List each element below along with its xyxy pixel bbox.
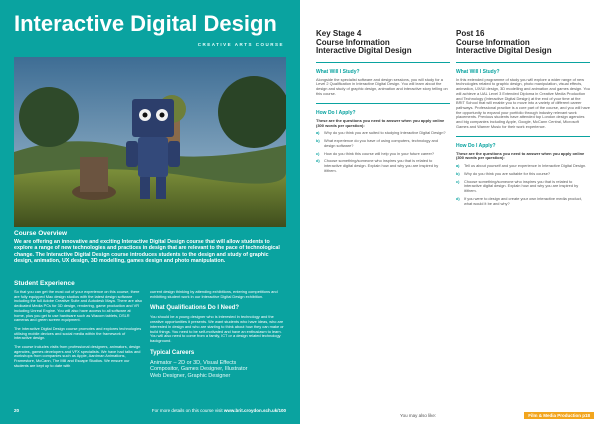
question-letter: a) bbox=[456, 163, 460, 169]
ks4-apply-heading: How Do I Apply? bbox=[316, 109, 356, 116]
student-experience-paragraph: The Interactive Digital Design course promotes and explores technologies utilising mobile devices and social media within the framework of interactive design. bbox=[14, 325, 142, 341]
list-item bbox=[456, 180, 590, 194]
list-item bbox=[456, 172, 590, 177]
careers-item: Web Designer, Graphic Designer bbox=[150, 372, 231, 379]
footer-details bbox=[152, 408, 286, 413]
question-text: What experience do you have of using computers, technology and design software? bbox=[324, 138, 438, 148]
question-letter: c) bbox=[456, 178, 460, 184]
ks4-title-line: Course Information bbox=[316, 37, 390, 47]
divider bbox=[316, 103, 450, 104]
right-footer bbox=[300, 412, 600, 419]
page-title: Interactive Digital Design bbox=[14, 11, 277, 36]
post16-apply-heading: How Do I Apply? bbox=[456, 142, 496, 149]
careers-item: Compositor, Games Designer, Illustrator bbox=[150, 366, 248, 373]
question-letter: d) bbox=[316, 158, 320, 164]
question-letter: c) bbox=[316, 150, 320, 156]
post16-title-line: Post 16 bbox=[456, 29, 485, 38]
divider bbox=[456, 62, 590, 63]
page-number: 20 bbox=[14, 408, 20, 413]
ks4-study-text: Alongside the specialist software and design sessions, you will study for a Level 2 Qualification in Interactive Digital Design. You will learn about the design and study of graphic design, animation and interactive story telling on this course. bbox=[316, 76, 448, 96]
post16-study-text: In this extended programme of study you will explore a wider range of new technologies related to graphic design, photo manipulation, visual effects, animation, UX/UI design, 3D modelling and animation and games design. You will achieve a UAL Level 3 Extended Diploma in Creative Media Production and Technology (Interactive Digital Design) at the end of your time at the BRIT School that will enable you to move into a variety of different career pathways. Professional practice is a core part of the course, and you will have the opportunity to expand your portfolio through industry relevant work placements. Previous students have attended top London design agencies and big companies including Apple, Google, McCann Central, Microsoft Games and Warner Music for their work experience. bbox=[456, 76, 590, 129]
list-item bbox=[316, 139, 450, 148]
also-like-label: You may also like: bbox=[400, 413, 437, 418]
ks4-column bbox=[316, 30, 450, 176]
careers-item: Animator – 2D or 3D, Visual Effects bbox=[150, 359, 237, 366]
list-item bbox=[456, 197, 590, 206]
list-item bbox=[316, 159, 450, 173]
hero-photo bbox=[14, 57, 286, 227]
right-text-column bbox=[150, 290, 286, 379]
robot-scene-illustration bbox=[14, 57, 286, 227]
student-experience-column bbox=[14, 290, 142, 373]
question-text: If you were to design and create your own interactive media product, what would it be and why? bbox=[464, 195, 582, 206]
question-text: Choose something/someone who inspires you that is related to interactive digital design. Explain how and why you are inspired by it/them. bbox=[324, 158, 439, 173]
post16-question-list bbox=[456, 164, 590, 206]
question-letter: b) bbox=[316, 138, 320, 144]
overview-heading: Course Overview bbox=[14, 230, 68, 237]
question-text: How do you think this course will help you in your future career? bbox=[324, 150, 435, 156]
question-text: Tell us about yourself and your experience in Interactive Digital Design. bbox=[464, 163, 587, 169]
qualifications-heading: What Qualifications Do I Need? bbox=[150, 305, 240, 312]
student-experience-paragraph: So that you can get the most out of your experience on this course, there are fully equipped Mac design studios with the latest design software including the full Adobe Creative Suite and Autodesk Maya. There are also dedicated Media PCs for 3D design, rendering, game production and VR including Unreal Engine. You will also have access to all software at home, plus you get to use hardware such as Wacom tablets, DSLR cameras and green screen equipment. bbox=[14, 289, 142, 323]
list-item bbox=[316, 152, 450, 157]
question-letter: d) bbox=[456, 195, 460, 201]
right-page bbox=[300, 0, 600, 424]
post16-study-heading: What Will I Study? bbox=[456, 68, 500, 75]
footer-text: For more details on this course visit bbox=[151, 408, 223, 413]
ks4-title-line: Key Stage 4 bbox=[316, 29, 362, 38]
student-experience-continuation: current design thinking by attending exhibitions, entering competitions and exhibiting student work in our Interactive Digital Design exhibition. bbox=[150, 289, 278, 299]
ks4-study-heading: What Will I Study? bbox=[316, 68, 360, 75]
qualifications-text: You should be a young designer who is interested in technology and the creative opportunities it presents. We want students who have ideas, who are interested in design and who are starting to think about how they can make or build things. You need to be self-motivated and have an enthusiasm to learn. You will also need to come from a family, ICT or a design related technology background. bbox=[150, 314, 284, 343]
list-item bbox=[316, 131, 450, 136]
footer-url-link[interactable]: www.brit.croydon.sch.uk/100 bbox=[223, 408, 286, 413]
related-course-link[interactable]: Film & Media Production p18 bbox=[524, 412, 594, 419]
question-letter: a) bbox=[316, 130, 320, 136]
question-text: Why do you think you are suitable for this course? bbox=[464, 171, 551, 177]
careers-heading: Typical Careers bbox=[150, 349, 195, 356]
post16-title-line: Course Information bbox=[456, 37, 530, 47]
student-experience-paragraph: The course includes visits from professional designers, animators, design agencies, games developers and VFX specialists. We have had talks and workshops from companies such as Apple, Aardman Animations, Framestore, McCann, The Mill and Escape Studios. We ensure our students are kept up to date with bbox=[14, 344, 141, 368]
question-letter: b) bbox=[456, 171, 460, 177]
question-text: Why do you think you are suited to studying Interactive Digital Design? bbox=[324, 130, 446, 136]
left-footer bbox=[14, 408, 286, 413]
course-tag: CREATIVE ARTS COURSE bbox=[197, 42, 284, 47]
ks4-apply-intro: These are the questions you need to answer when you apply online (300 words per question): bbox=[316, 117, 445, 128]
post16-column bbox=[456, 30, 590, 209]
ks4-title-line: Interactive Digital Design bbox=[316, 46, 412, 56]
divider bbox=[316, 62, 450, 63]
ks4-question-list bbox=[316, 131, 450, 173]
overview-text: We are offering an innovative and exciting Interactive Digital Design course that will allow students to explore a range of new technologies and practices in design that are relevant to the pace of technological change. The Interactive Digital Design course introduces students to the design and study of graphic design, animation, UX design, 3D modelling, games design and photo manipulation. bbox=[14, 239, 280, 264]
student-experience-heading: Student Experience bbox=[14, 280, 75, 287]
post16-apply-intro: These are the questions you need to answer when you apply online (300 words per question): bbox=[456, 150, 585, 161]
divider bbox=[456, 136, 590, 137]
list-item bbox=[456, 164, 590, 169]
question-text: Choose something/someone who inspires you that is related to interactive digital design. Explain how and why you are inspired by it/them. bbox=[464, 178, 579, 194]
post16-title-line: Interactive Digital Design bbox=[456, 46, 552, 56]
